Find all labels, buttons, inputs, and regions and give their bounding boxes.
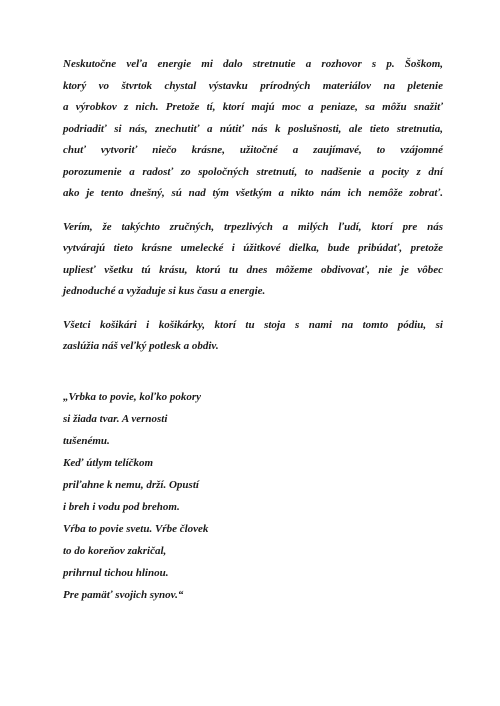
- poem-line: Pre pamäť svojich synov.“: [63, 589, 184, 601]
- prose-body: [63, 54, 443, 358]
- poem-line: i breh i vodu pod brehom.: [63, 501, 180, 513]
- text-line: ktorý vo štvrtok chystal výstavku prírodných materiálov na pletenie: [63, 79, 443, 92]
- text-line: a výrobkov z nich. Pretože tí, ktorí majú moc a peniaze, sa môžu snažiť: [63, 101, 443, 113]
- paragraph-3: [63, 315, 443, 358]
- text-line: Všetci košikári i košikárky, ktorí tu stoja s nami na tomto pódiu, si: [63, 318, 443, 331]
- poem-line: prihrnul tichou hlinou.: [63, 567, 169, 579]
- poem-line: si žiada tvar. A vernosti: [63, 413, 168, 425]
- paragraph-2: [63, 217, 443, 303]
- text-line: ako je tento dnešný, sú nad tým všetkým a nikto nám ich nemôže zobrať.: [63, 187, 443, 199]
- poem-line: Vŕba to povie svetu. Vŕbe človek: [63, 523, 209, 535]
- text-line: Neskutočne veľa energie mi dalo stretnutie a rozhovor s p. Šoškom,: [63, 58, 443, 70]
- poem-line: to do koreňov zakričal,: [63, 545, 167, 557]
- text-line: jednoduché a vyžaduje si kus času a energie.: [63, 285, 266, 297]
- poem-quote: [63, 386, 208, 606]
- text-line: porozumenie a radosť zo spoločných stretnutí, to nadšenie a pocity z dní: [63, 165, 443, 178]
- text-line: vytvárajú tieto krásne umelecké i úžitkové dielka, bude pribúdať, pretože: [63, 242, 443, 254]
- text-line: zaslúžia náš veľký potlesk a obdiv.: [63, 340, 219, 352]
- poem-line: Keď útlym telíčkom: [63, 457, 154, 469]
- text-line: podriadiť si nás, znechutiť a nútiť nás k poslušnosti, ale tieto stretnutia,: [63, 122, 443, 135]
- paragraph-spacer: [63, 303, 443, 315]
- poem-line: „Vrbka to povie, koľko pokory: [63, 391, 202, 403]
- text-line: chuť vytvoriť niečo krásne, užitočné a zaujímavé, to vzájomné: [63, 144, 443, 156]
- poem-line: priľahne k nemu, drží. Opustí: [63, 479, 199, 491]
- poem-line: tušenému.: [63, 435, 110, 447]
- text-line: Verím, že takýchto zručných, trpezlivých a milých ľudí, ktorí pre nás: [63, 220, 443, 233]
- paragraph-1: [63, 54, 443, 205]
- text-line: upliesť všetku tú krásu, ktorú tu dnes môžeme obdivovať, nie je vôbec: [63, 263, 443, 276]
- paragraph-spacer: [63, 205, 443, 217]
